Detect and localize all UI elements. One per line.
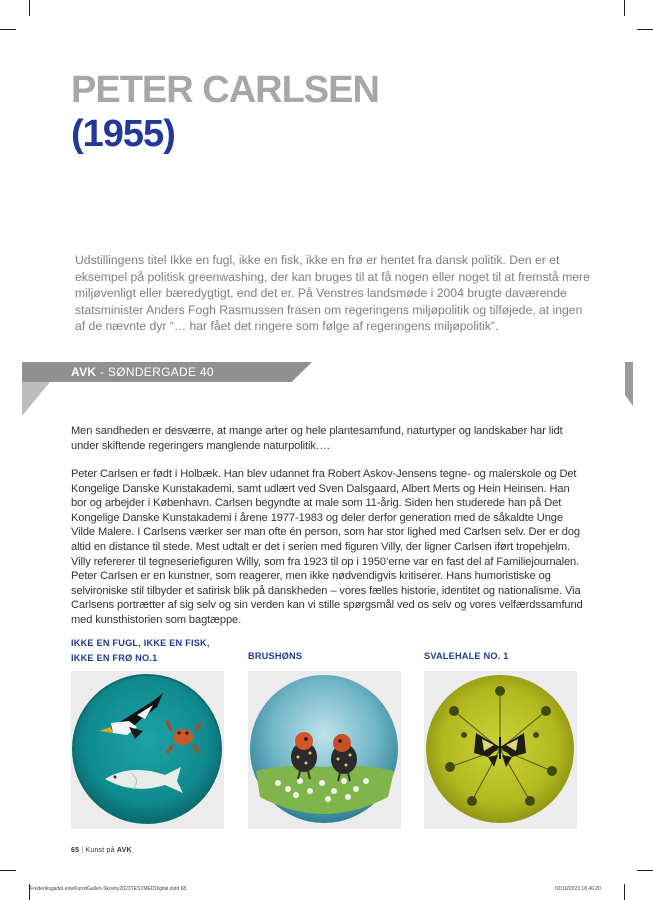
venue-address: - SØNDERGADE 40 [96, 365, 214, 379]
crop-mark [624, 0, 625, 16]
artwork-image-3 [424, 671, 577, 829]
slug-timestamp: 02/10/2023 18.40.20 [555, 886, 601, 892]
venue-bar-shadow [22, 382, 50, 416]
crop-mark [624, 884, 625, 900]
artist-name: PETER CARLSEN [71, 69, 379, 111]
artwork-image-1 [71, 671, 224, 829]
crop-mark [29, 0, 30, 16]
crop-mark [637, 29, 653, 30]
crop-mark [0, 870, 16, 871]
body-paragraph-1: Men sandheden er desværre, at mange arter og hele plantesamfund, naturtyper og landskaber har lidt under skiftende regeringers manglende naturpolitik…. [71, 425, 563, 452]
page-footer [71, 847, 132, 854]
artwork-caption-1: IKKE EN FUGL, IKKE EN FISK, IKKE EN FRØ NO.1 [71, 638, 210, 663]
venue-org: AVK [71, 365, 97, 379]
page-number: 65 [71, 847, 80, 854]
side-tab [625, 362, 633, 406]
crop-mark [637, 870, 653, 871]
artwork-caption-2: BRUSHØNS [248, 651, 303, 661]
footer-section: Kunst på [85, 847, 117, 854]
artwork-image-2 [248, 671, 401, 829]
intro-paragraph: Udstillingens titel Ikke en fugl, ikke en fisk, ikke en frø er hentet fra dansk politik. Den er et eksempel på politisk greenwashing, der kan bruges til at få nogen eller noget til at fremstå mere miljøvenligt eller bæredygtigt, end det er. På Venstres landsmøde i 2004 brugte daværende statsminister Anders Fogh Rasmussen frasen om regeringens miljøpolitik og tilføjede, at ingen af de nævnte dyr “… har fået det ringere som følge af regeringens miljøpolitik”. [75, 253, 590, 334]
artist-year: (1955) [71, 113, 175, 155]
artwork-caption-3: SVALEHALE NO. 1 [424, 651, 509, 661]
crop-mark [0, 29, 16, 30]
body-paragraph-2: Peter Carlsen er født i Holbæk. Han blev udannet fra Robert Askov-Jensens tegne- og malerskole og Det Kongelige Danske Kunstakademi, samt udlært ved Sven Dalsgaard, Albert Merts og Hein Heinsen. Han bor og arbejder i København. Carlsen begyndte at male som 11-årig. Siden hen studerede han på Det Kongelige Danske Kunstakademi i årene 1977-1983 og deler derfor generation med de såkaldte Unge Vilde Malere. I Carlsens værker ser man ofte én person, som har stor lighed med Carlsen selv. Der er dog altid en distance til stede. Mest udtalt er det i serien med figuren Villy, der ligner Carlsen iført tropehjelm. Villy refererer til tegneseriefiguren Willy, som fra 1923 til op i 1950’erne var en fast del af Familiejournalen. Peter Carlsen er en kunstner, som reagerer, men ikke nødvendigvis kritiserer. Hans humoristiske og selvironiske stil tilbyder et satirisk blik på danskheden – vores fælles historie, identitet og nationalisme. Via Carlsens portrætter af sig selv og sin verden kan vi stille spørgsmål ved os selv og vores velfærdssamfund med kunsthistorien som bagtæppe. [71, 468, 583, 626]
slug-file: FrederiksgadeLeineKunstGalleri-Skovby2023TESTMEDDigital.indd 68 [30, 886, 187, 892]
venue-label [71, 364, 214, 380]
footer-brand: AVK [116, 847, 132, 854]
footer-separator: | [79, 847, 86, 854]
